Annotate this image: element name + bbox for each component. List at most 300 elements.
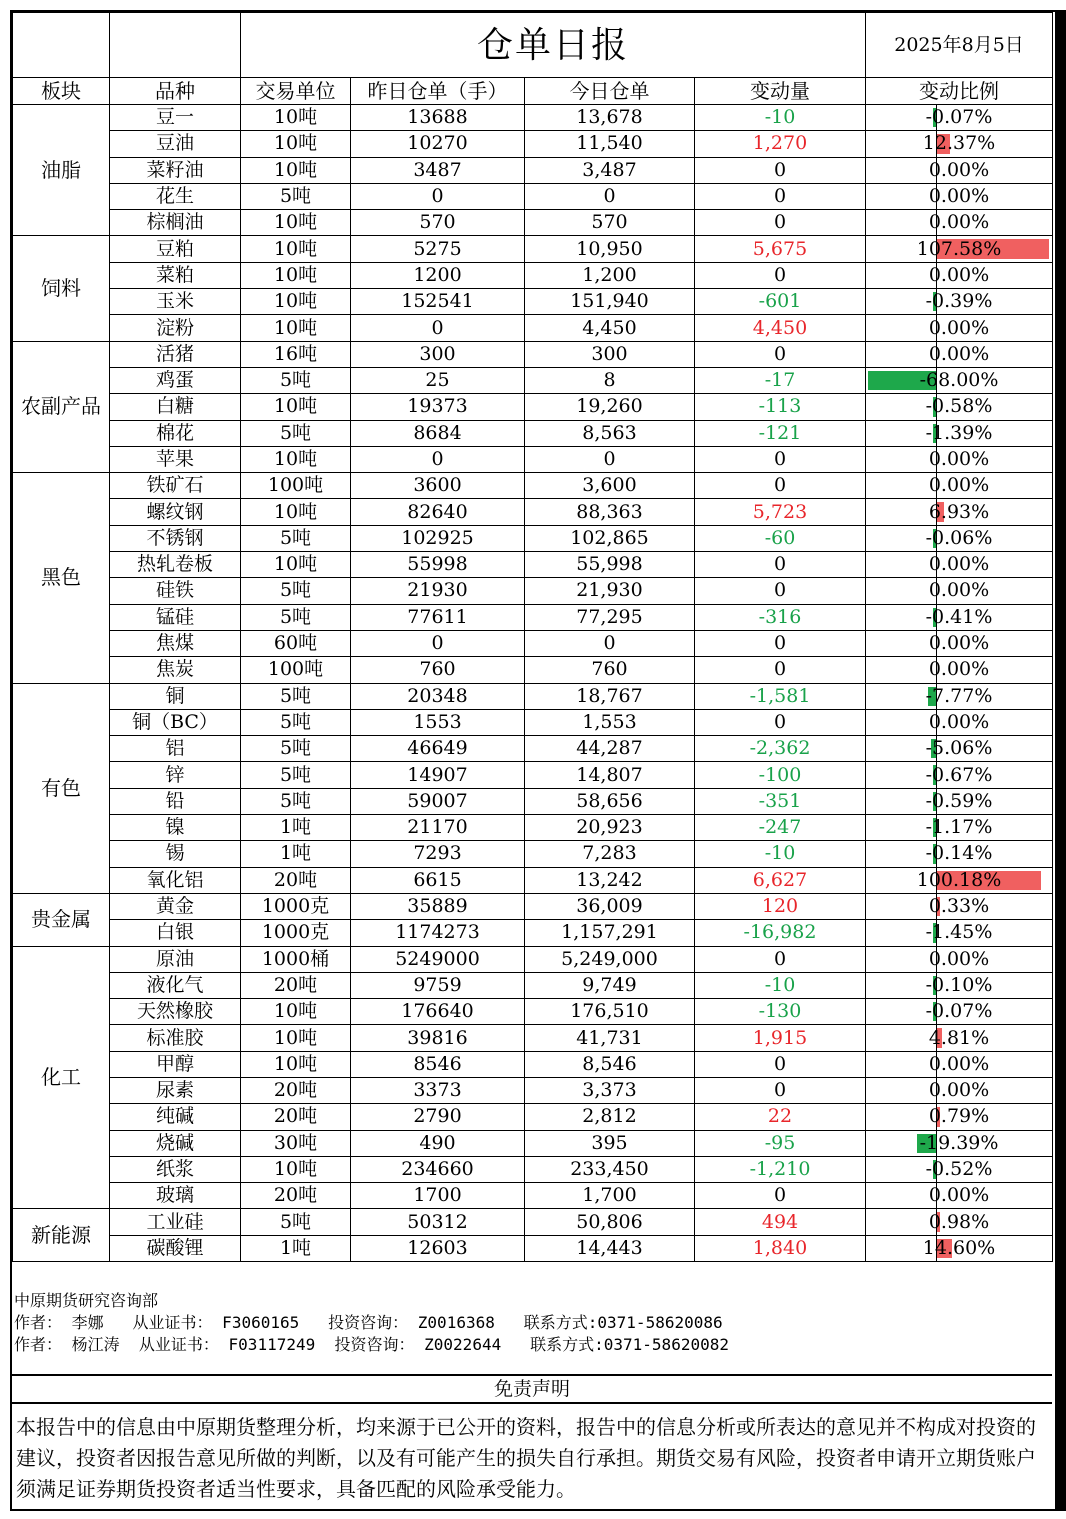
change-amount: -95 [695,1130,866,1156]
change-amount: -1,581 [695,683,866,709]
trade-unit: 10吨 [241,236,351,262]
change-amount: 4,450 [695,315,866,341]
change-pct-cell [866,157,1053,183]
table-row [13,341,1053,367]
change-amount: 0 [695,552,866,578]
change-amount: -60 [695,525,866,551]
change-pct-cell [866,1183,1053,1209]
item-name: 焦煤 [110,630,241,656]
change-amount: 1,840 [695,1235,866,1261]
today-receipts: 55,998 [525,552,695,578]
trade-unit: 10吨 [241,157,351,183]
table-row [13,289,1053,315]
change-amount: 0 [695,1051,866,1077]
prev-receipts: 6615 [351,867,525,893]
today-receipts: 395 [525,1130,695,1156]
change-pct-cell [866,236,1053,262]
prev-receipts: 46649 [351,736,525,762]
item-name: 淀粉 [110,315,241,341]
prev-receipts: 50312 [351,1209,525,1235]
today-receipts: 760 [525,657,695,683]
table-row [13,1104,1053,1130]
today-receipts: 0 [525,446,695,472]
today-receipts: 176,510 [525,999,695,1025]
today-receipts: 7,283 [525,841,695,867]
today-receipts: 8 [525,367,695,393]
prev-receipts: 9759 [351,972,525,998]
trade-unit: 10吨 [241,446,351,472]
change-pct-cell [866,972,1053,998]
change-pct-cell [866,341,1053,367]
today-receipts: 88,363 [525,499,695,525]
change-pct: -0.59% [925,789,993,812]
item-name: 碳酸锂 [110,1235,241,1261]
trade-unit: 5吨 [241,788,351,814]
trade-unit: 1000克 [241,893,351,919]
item-name: 玻璃 [110,1183,241,1209]
change-amount: -10 [695,105,866,131]
change-amount: -17 [695,367,866,393]
item-name: 花生 [110,183,241,209]
sector-label: 新能源 [13,1209,110,1262]
change-pct-cell [866,499,1053,525]
trade-unit: 5吨 [241,367,351,393]
prev-receipts: 77611 [351,604,525,630]
change-pct-cell [866,736,1053,762]
prev-receipts: 55998 [351,552,525,578]
change-pct: -19.39% [919,1131,999,1154]
table-row [13,420,1053,446]
today-receipts: 233,450 [525,1156,695,1182]
change-amount: 1,270 [695,131,866,157]
prev-receipts: 12603 [351,1235,525,1261]
prev-receipts: 1174273 [351,920,525,946]
prev-receipts: 0 [351,630,525,656]
item-name: 不锈钢 [110,525,241,551]
change-pct: -0.14% [925,842,993,865]
item-name: 标准胶 [110,1025,241,1051]
change-pct-cell [866,1209,1053,1235]
today-receipts: 1,157,291 [525,920,695,946]
today-receipts: 11,540 [525,131,695,157]
change-pct: 0.00% [928,658,990,681]
sector-label: 有色 [13,683,110,893]
table-row [13,1077,1053,1103]
change-amount: 0 [695,473,866,499]
prev-receipts: 35889 [351,893,525,919]
prev-receipts: 300 [351,341,525,367]
trade-unit: 100吨 [241,657,351,683]
change-amount: 0 [695,183,866,209]
top-left-cell [13,13,110,78]
trade-unit: 1吨 [241,841,351,867]
today-receipts: 1,700 [525,1183,695,1209]
prev-receipts: 39816 [351,1025,525,1051]
trade-unit: 10吨 [241,499,351,525]
change-pct-cell [866,683,1053,709]
table-row [13,736,1053,762]
item-name: 锰硅 [110,604,241,630]
item-name: 螺纹钢 [110,499,241,525]
trade-unit: 30吨 [241,1130,351,1156]
change-amount: 0 [695,210,866,236]
change-amount: 0 [695,446,866,472]
item-name: 甲醇 [110,1051,241,1077]
change-pct-cell [866,420,1053,446]
prev-receipts: 82640 [351,499,525,525]
table-row [13,525,1053,551]
change-pct-cell [866,183,1053,209]
table-row [13,920,1053,946]
trade-unit: 20吨 [241,1183,351,1209]
table-row [13,446,1053,472]
change-pct: 0.00% [928,158,990,181]
today-receipts: 8,563 [525,420,695,446]
item-name: 铜（BC） [110,709,241,735]
item-name: 铅 [110,788,241,814]
prev-receipts: 5249000 [351,946,525,972]
item-name: 原油 [110,946,241,972]
table-row [13,183,1053,209]
today-receipts: 151,940 [525,289,695,315]
trade-unit: 5吨 [241,604,351,630]
header-unit: 交易单位 [241,78,351,105]
item-name: 豆一 [110,105,241,131]
today-receipts: 58,656 [525,788,695,814]
disclaimer-text: 本报告中的信息由中原期货整理分析，均来源于已公开的资料，报告中的信息分析或所表达的意见并不构成对投资的建议，投资者因报告意见所做的判断，以及有可能产生的损失自行承担。期货交易有风险，投资者申请开立期货账户须满足证券期货投资者适当性要求，具备匹配的风险承受能力。 [16,1415,1036,1501]
author-contact: 联系方式:0371-58620086 [523,1313,723,1332]
change-amount: -113 [695,394,866,420]
item-name: 菜籽油 [110,157,241,183]
table-row [13,999,1053,1025]
trade-unit: 5吨 [241,525,351,551]
trade-unit: 5吨 [241,1209,351,1235]
table-row [13,473,1053,499]
prev-receipts: 8684 [351,420,525,446]
change-pct-cell [866,920,1053,946]
table-row [13,578,1053,604]
table-row [13,1025,1053,1051]
change-pct-cell [866,525,1053,551]
change-pct-cell [866,1104,1053,1130]
footer-info [14,1290,729,1356]
trade-unit: 20吨 [241,972,351,998]
item-name: 尿素 [110,1077,241,1103]
table-row [13,105,1053,131]
change-amount: 0 [695,262,866,288]
change-pct-cell [866,1077,1053,1103]
change-pct-cell [866,867,1053,893]
today-receipts: 13,678 [525,105,695,131]
change-pct: -7.77% [925,684,993,707]
trade-unit: 5吨 [241,762,351,788]
item-name: 铝 [110,736,241,762]
change-amount: 0 [695,1183,866,1209]
change-pct: -1.17% [925,816,993,839]
today-receipts: 21,930 [525,578,695,604]
item-name: 白糖 [110,394,241,420]
table-row [13,552,1053,578]
change-amount: 0 [695,657,866,683]
change-pct: -1.45% [925,921,993,944]
item-name: 硅铁 [110,578,241,604]
trade-unit: 5吨 [241,420,351,446]
change-pct-cell [866,893,1053,919]
table-row [13,131,1053,157]
table-row [13,157,1053,183]
item-name: 棉花 [110,420,241,446]
trade-unit: 20吨 [241,1104,351,1130]
item-name: 豆粕 [110,236,241,262]
trade-unit: 10吨 [241,262,351,288]
today-receipts: 20,923 [525,815,695,841]
change-amount: 494 [695,1209,866,1235]
header-item: 品种 [110,78,241,105]
trade-unit: 10吨 [241,210,351,236]
today-receipts: 50,806 [525,1209,695,1235]
sector-label: 油脂 [13,105,110,236]
change-pct-cell [866,1130,1053,1156]
prev-receipts: 21170 [351,815,525,841]
prev-receipts: 10270 [351,131,525,157]
item-name: 棕榈油 [110,210,241,236]
today-receipts: 1,553 [525,709,695,735]
today-receipts: 4,450 [525,315,695,341]
change-pct-cell [866,762,1053,788]
trade-unit: 10吨 [241,105,351,131]
item-name: 氧化铝 [110,867,241,893]
trade-unit: 5吨 [241,183,351,209]
table-row [13,1156,1053,1182]
author-license: 从业证书： F3060165 [132,1313,300,1332]
header-pct: 变动比例 [866,78,1053,105]
prev-receipts: 19373 [351,394,525,420]
change-pct-cell [866,552,1053,578]
change-pct-cell [866,1156,1053,1182]
change-pct: 0.00% [928,211,990,234]
table-row [13,788,1053,814]
change-pct: 0.33% [928,895,990,918]
author-name: 作者： 李娜 [14,1313,104,1332]
item-name: 白银 [110,920,241,946]
item-name: 烧碱 [110,1130,241,1156]
change-pct: -0.67% [925,763,993,786]
author-consult: 投资咨询： Z0016368 [328,1313,495,1332]
trade-unit: 5吨 [241,736,351,762]
change-pct: -0.07% [925,106,993,129]
change-pct: 6.93% [928,500,990,523]
change-pct: 0.00% [928,263,990,286]
header-row [13,78,1053,105]
change-pct: 100.18% [916,868,1002,891]
change-amount: -10 [695,972,866,998]
change-amount: -1,210 [695,1156,866,1182]
trade-unit: 10吨 [241,999,351,1025]
sector-label: 黑色 [13,473,110,683]
prev-receipts: 59007 [351,788,525,814]
trade-unit: 10吨 [241,552,351,578]
prev-receipts: 2790 [351,1104,525,1130]
prev-receipts: 490 [351,1130,525,1156]
table-row [13,1235,1053,1261]
change-pct: 0.00% [928,185,990,208]
table-row [13,236,1053,262]
table-row [13,972,1053,998]
prev-receipts: 0 [351,315,525,341]
table-row [13,893,1053,919]
today-receipts: 14,443 [525,1235,695,1261]
change-amount: 5,675 [695,236,866,262]
item-name: 焦炭 [110,657,241,683]
table-row [13,1130,1053,1156]
table-row [13,210,1053,236]
change-pct: -0.52% [925,1158,993,1181]
change-pct: 0.00% [928,474,990,497]
change-pct-cell [866,394,1053,420]
change-pct-cell [866,815,1053,841]
change-pct-cell [866,841,1053,867]
trade-unit: 5吨 [241,709,351,735]
sector-label: 饲料 [13,236,110,341]
change-amount: 0 [695,341,866,367]
trade-unit: 1000桶 [241,946,351,972]
prev-receipts: 0 [351,446,525,472]
trade-unit: 1吨 [241,815,351,841]
change-pct: -68.00% [919,369,999,392]
change-amount: -130 [695,999,866,1025]
change-pct-cell [866,315,1053,341]
change-pct: 0.00% [928,1052,990,1075]
today-receipts: 3,600 [525,473,695,499]
prev-receipts: 0 [351,183,525,209]
author-row [14,1312,729,1334]
change-pct-cell [866,788,1053,814]
trade-unit: 5吨 [241,683,351,709]
change-pct-cell [866,946,1053,972]
item-name: 苹果 [110,446,241,472]
prev-receipts: 234660 [351,1156,525,1182]
trade-unit: 20吨 [241,1077,351,1103]
today-receipts: 2,812 [525,1104,695,1130]
change-amount: -10 [695,841,866,867]
item-name: 豆油 [110,131,241,157]
change-pct: -5.06% [925,737,993,760]
table-row [13,367,1053,393]
change-amount: 6,627 [695,867,866,893]
change-pct: 0.00% [928,553,990,576]
prev-receipts: 570 [351,210,525,236]
author-row [14,1334,729,1356]
change-pct: 4.81% [928,1026,990,1049]
table-row [13,1209,1053,1235]
table-row [13,657,1053,683]
table-row [13,262,1053,288]
today-receipts: 9,749 [525,972,695,998]
today-receipts: 8,546 [525,1051,695,1077]
change-amount: -351 [695,788,866,814]
header-prev: 昨日仓单（手） [351,78,525,105]
today-receipts: 18,767 [525,683,695,709]
prev-receipts: 102925 [351,525,525,551]
change-pct-cell [866,367,1053,393]
table-row [13,1183,1053,1209]
item-name: 纯碱 [110,1104,241,1130]
trade-unit: 100吨 [241,473,351,499]
item-name: 活猪 [110,341,241,367]
report-date: 2025年8月5日 [866,13,1053,78]
change-amount: -121 [695,420,866,446]
sector-label: 化工 [13,946,110,1209]
item-name: 锡 [110,841,241,867]
warehouse-receipt-table [12,12,1053,1262]
prev-receipts: 25 [351,367,525,393]
change-pct-cell [866,131,1053,157]
change-pct-cell [866,262,1053,288]
trade-unit: 10吨 [241,289,351,315]
change-amount: 0 [695,1077,866,1103]
item-name: 天然橡胶 [110,999,241,1025]
table-row [13,1051,1053,1077]
item-name: 玉米 [110,289,241,315]
table-row [13,315,1053,341]
change-pct-cell [866,999,1053,1025]
change-pct: 107.58% [916,237,1002,260]
header-sector: 板块 [13,78,110,105]
change-amount: 0 [695,578,866,604]
change-pct: -1.39% [925,421,993,444]
today-receipts: 5,249,000 [525,946,695,972]
table-row [13,683,1053,709]
today-receipts: 13,242 [525,867,695,893]
item-name: 工业硅 [110,1209,241,1235]
today-receipts: 570 [525,210,695,236]
today-receipts: 19,260 [525,394,695,420]
table-row [13,604,1053,630]
top-cell [110,13,241,78]
change-pct: 0.00% [928,579,990,602]
prev-receipts: 20348 [351,683,525,709]
change-pct-cell [866,709,1053,735]
change-pct: -0.07% [925,1000,993,1023]
table-row [13,815,1053,841]
prev-receipts: 3487 [351,157,525,183]
table-row [13,762,1053,788]
trade-unit: 5吨 [241,578,351,604]
header-today: 今日仓单 [525,78,695,105]
trade-unit: 10吨 [241,131,351,157]
change-pct-cell [866,210,1053,236]
today-receipts: 0 [525,630,695,656]
table-row [13,841,1053,867]
change-pct-cell [866,446,1053,472]
today-receipts: 300 [525,341,695,367]
change-pct-cell [866,578,1053,604]
trade-unit: 60吨 [241,630,351,656]
item-name: 铜 [110,683,241,709]
today-receipts: 41,731 [525,1025,695,1051]
change-pct: 0.00% [928,947,990,970]
today-receipts: 0 [525,183,695,209]
change-amount: 0 [695,630,866,656]
item-name: 铁矿石 [110,473,241,499]
today-receipts: 44,287 [525,736,695,762]
today-receipts: 3,373 [525,1077,695,1103]
change-pct-cell [866,657,1053,683]
change-pct: -0.06% [925,526,993,549]
change-amount: 1,915 [695,1025,866,1051]
today-receipts: 14,807 [525,762,695,788]
change-amount: -16,982 [695,920,866,946]
